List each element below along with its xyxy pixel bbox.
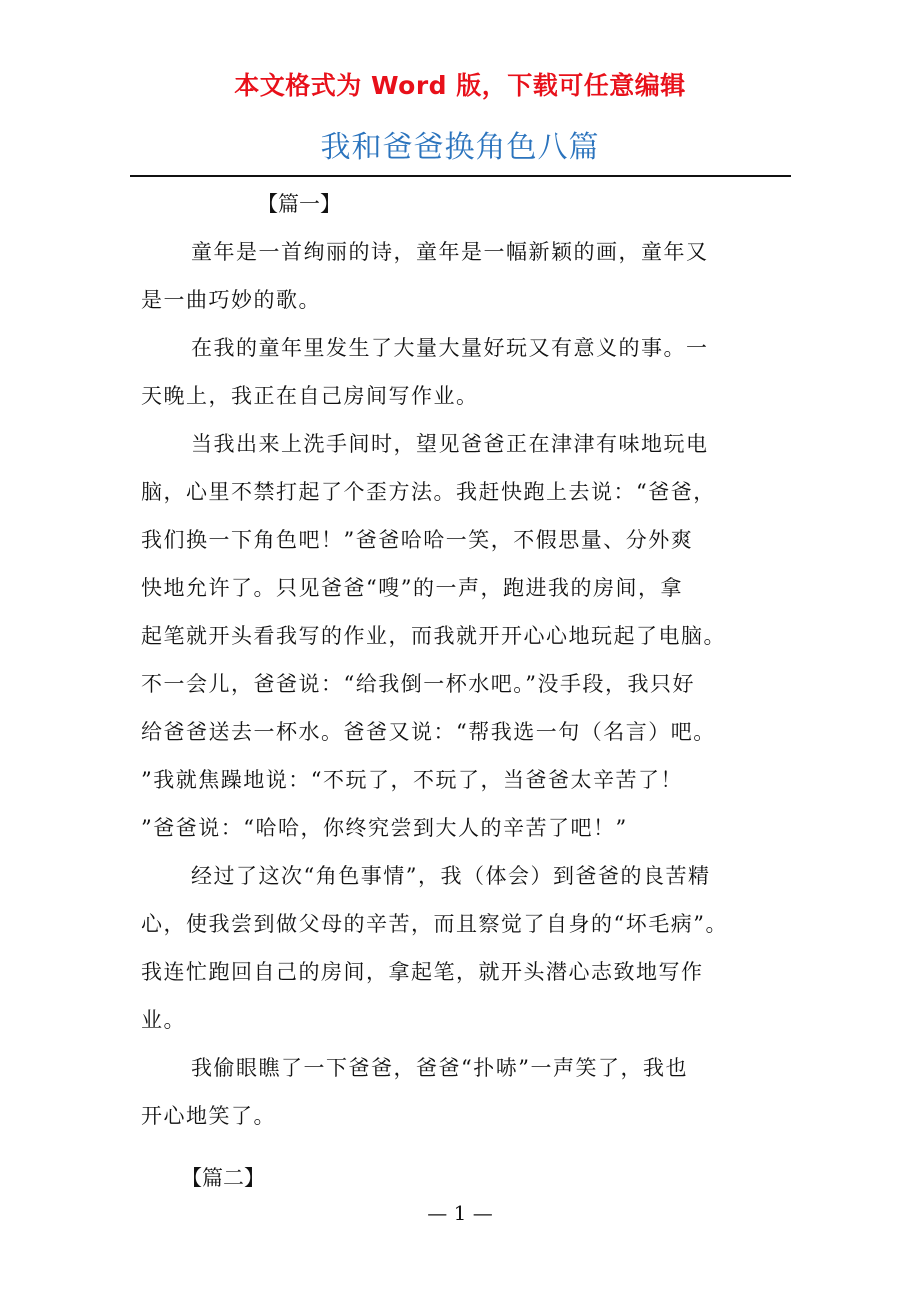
document-body bbox=[141, 180, 791, 1202]
text-line: 起笔就开头看我写的作业，而我就开开心心地玩起了电脑。 bbox=[141, 624, 726, 648]
text-line: 业。 bbox=[141, 1008, 186, 1032]
text-line: 天晚上，我正在自己房间写作业。 bbox=[141, 384, 479, 408]
text-line: 在我的童年里发生了大量大量好玩又有意义的事。一 bbox=[191, 336, 709, 360]
paragraph-4 bbox=[141, 852, 791, 1044]
text-line: 是一曲巧妙的歌。 bbox=[141, 288, 321, 312]
section-heading-1: 【篇一】 bbox=[257, 192, 341, 216]
text-line: 当我出来上洗手间时，望见爸爸正在津津有味地玩电 bbox=[191, 432, 709, 456]
text-line: 开心地笑了。 bbox=[141, 1104, 276, 1128]
page-number: — 1 — bbox=[427, 1201, 493, 1225]
text-line: 心，使我尝到做父母的辛苦，而且察觉了自身的“坏毛病”。 bbox=[141, 912, 728, 936]
paragraph-5 bbox=[141, 1044, 791, 1140]
text-line: 快地允许了。只见爸爸“嗖”的一声，跑进我的房间，拿 bbox=[141, 576, 683, 600]
text-line: 我连忙跑回自己的房间，拿起笔，就开头潜心志致地写作 bbox=[141, 960, 704, 984]
format-banner: 本文格式为 Word 版，下载可任意编辑 bbox=[234, 71, 686, 100]
text-line: 我们换一下角色吧！”爸爸哈哈一笑，不假思量、分外爽 bbox=[141, 528, 694, 552]
text-line: 经过了这次“角色事情”，我（体会）到爸爸的良苦精 bbox=[191, 864, 711, 888]
paragraph-2 bbox=[141, 324, 791, 420]
document-title: 我和爸爸换角色八篇 bbox=[320, 130, 600, 165]
title-divider bbox=[130, 175, 791, 177]
text-line: 童年是一首绚丽的诗，童年是一幅新颖的画，童年又 bbox=[191, 240, 709, 264]
text-line: 给爸爸送去一杯水。爸爸又说：“帮我选一句（名言）吧。 bbox=[141, 720, 716, 744]
text-line: 不一会儿，爸爸说：“给我倒一杯水吧。”没手段，我只好 bbox=[141, 672, 695, 696]
text-line: ”我就焦躁地说：“不玩了，不玩了，当爸爸太辛苦了！ bbox=[141, 768, 683, 792]
text-line: 脑，心里不禁打起了个歪方法。我赶快跑上去说：“爸爸， bbox=[141, 480, 716, 504]
paragraph-1 bbox=[141, 228, 791, 324]
paragraph-3 bbox=[141, 420, 791, 852]
text-line: 我偷眼瞧了一下爸爸，爸爸“扑哧”一声笑了，我也 bbox=[191, 1056, 688, 1080]
text-line: ”爸爸说：“哈哈，你终究尝到大人的辛苦了吧！” bbox=[141, 816, 628, 840]
section-heading-2: 【篇二】 bbox=[181, 1166, 265, 1190]
